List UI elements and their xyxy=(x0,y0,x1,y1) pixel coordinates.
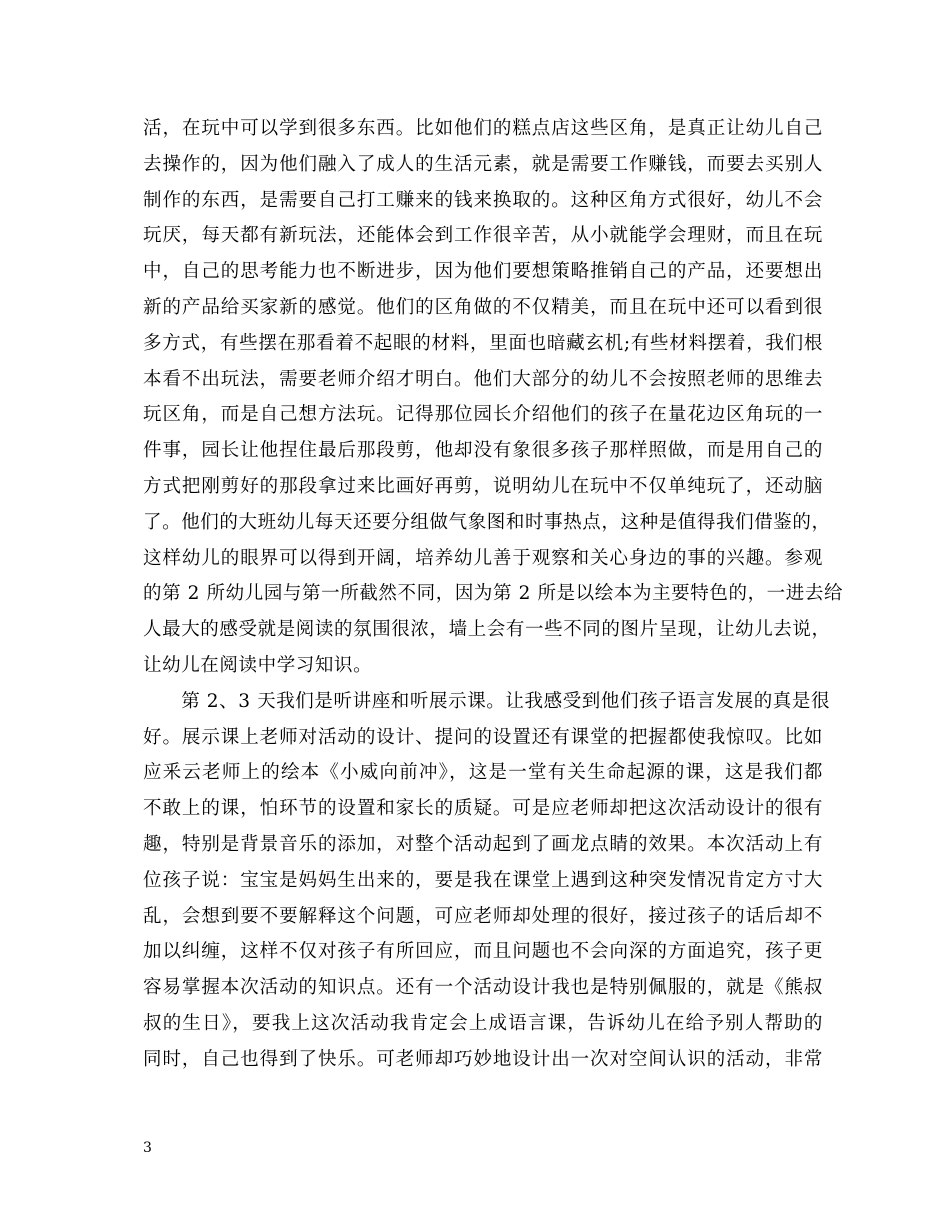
text-line: 乱，会想到要不要解释这个问题，可应老师却处理的很好，接过孩子的话后却不 xyxy=(143,905,823,927)
text-line: 的第 2 所幼儿园与第一所截然不同，因为第 2 所是以绘本为主要特色的，一进去给 xyxy=(143,583,844,605)
text-line: 同时，自己也得到了快乐。可老师却巧妙地设计出一次对空间认识的活动，非常 xyxy=(143,1048,823,1070)
text-line: 玩区角，而是自己想方法玩。记得那位园长介绍他们的孩子在量花边区角玩的一 xyxy=(143,404,823,426)
text-line: 容易掌握本次活动的知识点。还有一个活动设计我也是特别佩服的，就是《熊叔 xyxy=(143,977,823,999)
text-line: 加以纠缠，这样不仅对孩子有所回应，而且问题也不会向深的方面追究，孩子更 xyxy=(143,941,823,963)
text-line: 不敢上的课，怕环节的设置和家长的质疑。可是应老师却把这次活动设计的很有 xyxy=(143,798,823,820)
text-line: 了。他们的大班幼儿每天还要分组做气象图和时事热点，这种是值得我们借鉴的， xyxy=(143,511,831,533)
text-line: 这样幼儿的眼界可以得到开阔，培养幼儿善于观察和关心身边的事的兴趣。参观 xyxy=(143,547,823,569)
text-line: 多方式，有些摆在那看着不起眼的材料，里面也暗藏玄机;有些材料摆着，我们根 xyxy=(143,332,823,354)
text-line: 制作的东西，是需要自己打工赚来的钱来换取的。这种区角方式很好，幼儿不会 xyxy=(143,189,823,211)
text-line: 玩厌，每天都有新玩法，还能体会到工作很辛苦，从小就能学会理财，而且在玩 xyxy=(143,225,823,247)
page-number: 3 xyxy=(143,1140,152,1156)
text-line: 本看不出玩法，需要老师介绍才明白。他们大部分的幼儿不会按照老师的思维去 xyxy=(143,368,823,390)
text-line: 活，在玩中可以学到很多东西。比如他们的糕点店这些区角，是真正让幼儿自己 xyxy=(143,118,823,139)
text-line: 中，自己的思考能力也不断进步，因为他们要想策略推销自己的产品，还要想出 xyxy=(143,261,823,283)
text-line: 好。展示课上老师对活动的设计、提问的设置还有课堂的把握都使我惊叹。比如 xyxy=(143,726,823,748)
text-line: 去操作的，因为他们融入了成人的生活元素，就是需要工作赚钱，而要去买别人 xyxy=(143,153,823,175)
text-line: 第 2、3 天我们是听讲座和听展示课。让我感受到他们孩子语言发展的真是很 xyxy=(143,690,831,712)
text-line: 人最大的感受就是阅读的氛围很浓，墙上会有一些不同的图片呈现，让幼儿去说， xyxy=(143,619,831,641)
text-line: 应釆云老师上的绘本《小威向前冲》，这是一堂有关生命起源的课，这是我们都 xyxy=(143,762,823,784)
text-line: 方式把刚剪好的那段拿过来比画好再剪，说明幼儿在玩中不仅单纯玩了，还动脑 xyxy=(143,475,823,497)
text-line: 件事，园长让他捏住最后那段剪，他却没有象很多孩子那样照做，而是用自己的 xyxy=(143,440,823,462)
text-line: 叔的生日》，要我上这次活动我肯定会上成语言课，告诉幼儿在给予别人帮助的 xyxy=(143,1012,823,1034)
text-line: 位孩子说：宝宝是妈妈生出来的，要是我在课堂上遇到这种突发情况肯定方寸大 xyxy=(143,869,823,891)
body-text xyxy=(143,111,844,1078)
text-line: 新的产品给买家新的感觉。他们的区角做的不仅精美，而且在玩中还可以看到很 xyxy=(143,296,823,318)
text-line: 让幼儿在阅读中学习知识。 xyxy=(143,654,373,676)
text-line: 趣，特别是背景音乐的添加，对整个活动起到了画龙点睛的效果。本次活动上有 xyxy=(143,833,823,855)
